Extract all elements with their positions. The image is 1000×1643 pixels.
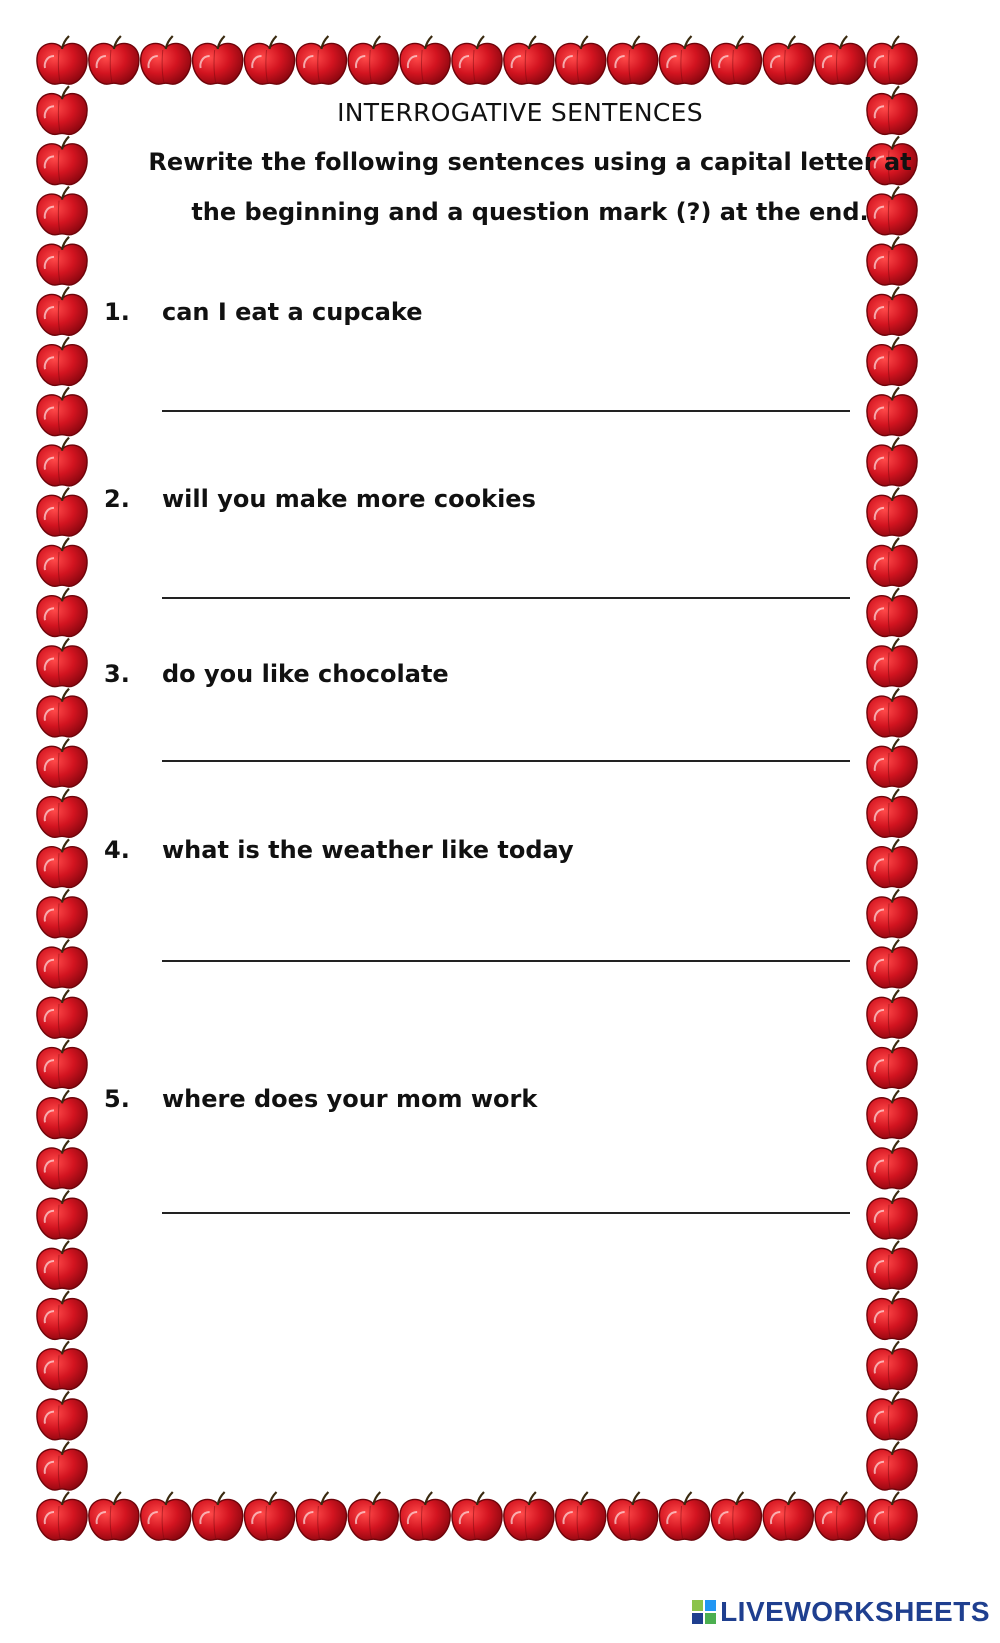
apple-icon [89, 36, 139, 84]
item-sentence-4: what is the weather like today [162, 836, 574, 864]
apple-icon [867, 1090, 917, 1138]
item-sentence-5: where does your mom work [162, 1085, 538, 1113]
apple-icon [37, 1392, 87, 1440]
apple-icon [556, 1492, 606, 1540]
item-sentence-3: do you like chocolate [162, 660, 449, 688]
apple-icon [867, 739, 917, 787]
apple-icon [37, 1341, 87, 1389]
apple-icon [37, 337, 87, 385]
apple-icon [867, 940, 917, 988]
apple-icon [867, 789, 917, 837]
apple-icon [659, 36, 709, 84]
apple-icon [37, 638, 87, 686]
apple-icon [867, 1291, 917, 1339]
apple-icon [867, 588, 917, 636]
apple-icon [37, 538, 87, 586]
apple-icon [763, 36, 813, 84]
answer-line-1[interactable] [162, 410, 850, 412]
apple-icon [867, 287, 917, 335]
apple-icon [711, 36, 761, 84]
apple-icon [867, 36, 917, 84]
apple-icon [37, 488, 87, 536]
answer-line-3[interactable] [162, 760, 850, 762]
item-number-2: 2. [104, 485, 130, 513]
apple-icon [452, 1492, 502, 1540]
apple-icon [37, 36, 87, 84]
apple-icon [400, 36, 450, 84]
apple-icon [504, 1492, 554, 1540]
apple-icon [37, 287, 87, 335]
apple-icon [815, 1492, 865, 1540]
apple-icon [141, 36, 191, 84]
apple-icon [244, 1492, 294, 1540]
apple-icon [37, 789, 87, 837]
apple-icon [867, 990, 917, 1038]
apple-icon [867, 1191, 917, 1239]
apple-icon [37, 1090, 87, 1138]
item-sentence-1: can I eat a cupcake [162, 298, 423, 326]
apple-icon [867, 1341, 917, 1389]
apple-icon [193, 36, 243, 84]
apple-icon [37, 990, 87, 1038]
apple-icon [37, 1492, 87, 1540]
liveworksheets-logo-text: LIVEWORKSHEETS [720, 1596, 990, 1627]
apple-icon [37, 187, 87, 235]
instructions-line-2: the beginning and a question mark (?) at the end. [191, 198, 869, 226]
apple-icon [504, 36, 554, 84]
apple-icon [815, 36, 865, 84]
apple-icon [37, 940, 87, 988]
answer-line-4[interactable] [162, 960, 850, 962]
apple-icon [37, 1141, 87, 1189]
item-number-4: 4. [104, 836, 130, 864]
apple-icon [452, 36, 502, 84]
apple-icon [867, 890, 917, 938]
item-sentence-2: will you make more cookies [162, 485, 536, 513]
apple-icon [141, 1492, 191, 1540]
apple-icon [867, 1141, 917, 1189]
apple-icon [400, 1492, 450, 1540]
apple-icon [867, 689, 917, 737]
apple-icon [89, 1492, 139, 1540]
apple-icon [867, 237, 917, 285]
apple-icon [867, 1040, 917, 1088]
apple-icon [37, 1291, 87, 1339]
apple-icon [37, 689, 87, 737]
apple-icon [348, 36, 398, 84]
apple-icon [867, 538, 917, 586]
liveworksheets-logo[interactable] [692, 1596, 990, 1628]
apple-icon [244, 36, 294, 84]
apple-icon [608, 36, 658, 84]
apple-icon [556, 36, 606, 84]
apple-icon [193, 1492, 243, 1540]
apple-icon [867, 438, 917, 486]
apple-icon [296, 36, 346, 84]
answer-line-5[interactable] [162, 1212, 850, 1214]
apple-icon [37, 1442, 87, 1490]
worksheet-title: INTERROGATIVE SENTENCES [337, 98, 703, 127]
item-number-5: 5. [104, 1085, 130, 1113]
apple-icon [867, 337, 917, 385]
apple-icon [296, 1492, 346, 1540]
apple-icon [867, 1442, 917, 1490]
apple-icon [37, 387, 87, 435]
apple-icon [348, 1492, 398, 1540]
liveworksheets-logo-icon [692, 1600, 716, 1624]
apple-icon [37, 739, 87, 787]
apple-icon [37, 237, 87, 285]
apple-icon [711, 1492, 761, 1540]
apple-icon [37, 1040, 87, 1088]
apple-icon [867, 1392, 917, 1440]
apple-icon [867, 638, 917, 686]
apple-icon [37, 438, 87, 486]
item-number-1: 1. [104, 298, 130, 326]
apple-icon [37, 839, 87, 887]
apple-icon [37, 890, 87, 938]
apple-icon [867, 488, 917, 536]
instructions-line-1: Rewrite the following sentences using a capital letter at [148, 148, 912, 176]
apple-icon [867, 387, 917, 435]
apple-icon [659, 1492, 709, 1540]
apple-icon [867, 1241, 917, 1289]
apple-icon [37, 1191, 87, 1239]
answer-line-2[interactable] [162, 597, 850, 599]
apple-icon [867, 839, 917, 887]
apple-icon [37, 136, 87, 184]
apple-icon [37, 588, 87, 636]
apple-icon [763, 1492, 813, 1540]
item-number-3: 3. [104, 660, 130, 688]
apple-icon [867, 1492, 917, 1540]
apple-icon [608, 1492, 658, 1540]
apple-icon [37, 1241, 87, 1289]
